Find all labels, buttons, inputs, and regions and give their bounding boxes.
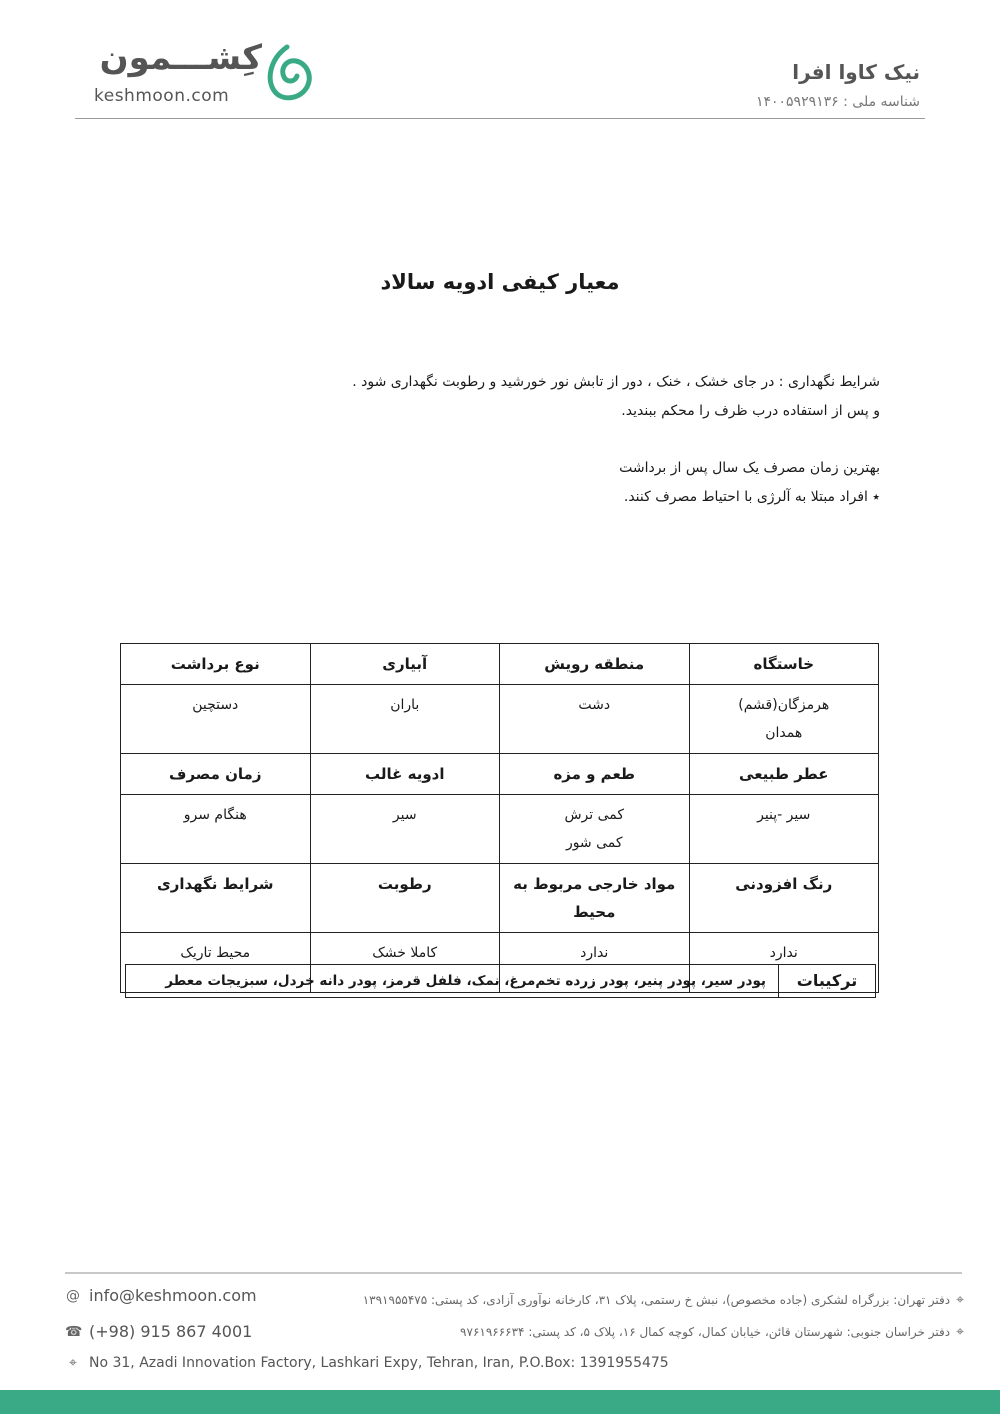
address-en-text: No 31, Azadi Innovation Factory, Lashkari Expy, Tehran, Iran, P.O.Box: 1391955475 (89, 1355, 669, 1371)
cell-line: ندارد (580, 945, 609, 961)
email-text: info@keshmoon.com (89, 1286, 257, 1305)
cell-line: ندارد (769, 945, 798, 961)
table-header-cell: عطر طبیعی (689, 754, 879, 795)
table-header-row (121, 864, 879, 933)
table-header-cell: زمان مصرف (121, 754, 311, 795)
table-header-cell: طعم و مزه (500, 754, 690, 795)
table-cell (121, 795, 311, 864)
ingredients-row (125, 964, 876, 998)
cell-line: هنگام سرو (183, 807, 247, 823)
note-line: و پس از استفاده درب ظرف را محکم ببندید. (621, 403, 880, 419)
table-cell (689, 795, 879, 864)
document-title: معیار کیفی ادویه سالاد (380, 270, 620, 294)
leaf-logo-icon (262, 43, 312, 103)
location-pin-icon: ⌖ (69, 1355, 77, 1371)
table-row (121, 795, 879, 864)
location-pin-icon: ⌖ (956, 1324, 964, 1340)
footer-address-en (65, 1355, 669, 1371)
ingredients-value: پودر سیر، پودر پنیر، پودر زرده تخم‌مرغ، نمک، فلفل قرمز، پودر دانه خردل، سبزیجات معطر (165, 973, 766, 989)
footer-divider (65, 1272, 962, 1274)
footer-office-tehran (363, 1292, 964, 1308)
table-header-cell: خاستگاه (689, 644, 879, 685)
table-header-cell: نوع برداشت (121, 644, 311, 685)
table-header-cell: رطوبت (310, 864, 500, 933)
logo-persian-text: کِشـــمون (99, 38, 262, 78)
company-block (756, 60, 920, 110)
phone-icon: ☎ (65, 1323, 83, 1340)
storage-notes (280, 368, 880, 512)
cell-line: سیر -پنیر (757, 807, 811, 823)
quality-spec-table (120, 643, 879, 993)
footer-phone[interactable] (65, 1322, 252, 1341)
note-line: ٭ افراد مبتلا به آلرژی با احتیاط مصرف کنند. (623, 489, 880, 505)
cell-line: باران (390, 697, 420, 713)
ingredients-label: ترکیبات (778, 965, 875, 997)
table-header-row (121, 754, 879, 795)
table-header-cell: رنگ افزودنی (689, 864, 879, 933)
table-cell (310, 795, 500, 864)
cell-line: هرمزگان(قشم) (738, 697, 830, 713)
table-header-row (121, 644, 879, 685)
cell-line: محیط تاریک (180, 945, 251, 961)
footer-office-khorasan (460, 1324, 964, 1340)
email-icon: @ (66, 1287, 80, 1304)
national-id: شناسه ملی : ۱۴۰۰۵۹۲۹۱۳۶ (755, 94, 920, 110)
table-header-cell: ادویه غالب (310, 754, 500, 795)
note-line: شرایط نگهداری : در جای خشک ، خنک ، دور از تابش نور خورشید و رطوبت نگهداری شود . (352, 374, 880, 390)
cell-line: همدان (765, 725, 803, 741)
table-cell (121, 685, 311, 754)
cell-line: سیر (392, 807, 417, 823)
cell-line: دشت (578, 697, 611, 713)
cell-line: کاملا خشک (372, 945, 438, 961)
logo-domain-text: keshmoon.com (94, 86, 230, 106)
table-header-cell: شرایط نگهداری (121, 864, 311, 933)
table-row (121, 685, 879, 754)
table-cell (310, 685, 500, 754)
location-pin-icon: ⌖ (956, 1292, 964, 1308)
table-header-cell: منطقه رویش (500, 644, 690, 685)
cell-line: دستچین (192, 697, 239, 713)
table-header-cell: مواد خارجی مربوط به محیط (500, 864, 690, 933)
company-name: نیک کاوا افرا (792, 60, 920, 84)
table-cell (500, 795, 690, 864)
office-khorasan-text: دفتر خراسان جنوبی: شهرستان قائن، خیابان کمال، کوچه کمال ۱۶، پلاک ۵، کد پستی: ۹۷۶۱۹۶۶۶۳۴ (460, 1325, 951, 1339)
cell-line: کمی شور (565, 835, 623, 851)
phone-text: (+98) 915 867 4001 (89, 1322, 253, 1341)
cell-line: کمی ترش (564, 807, 625, 823)
keshmoon-logo (92, 38, 312, 108)
footer-brand-bar (0, 1390, 1000, 1414)
footer-email[interactable] (65, 1286, 257, 1305)
office-tehran-text: دفتر تهران: بزرگراه لشکری (جاده مخصوص)، نبش خ رستمی، پلاک ۳۱، کارخانه نوآوری آزادی، کد پستی: ۱۳۹۱۹۵۵۴۷۵ (362, 1293, 951, 1307)
note-line: بهترین زمان مصرف یک سال پس از برداشت (619, 460, 880, 476)
table-cell (689, 685, 879, 754)
table-cell (500, 685, 690, 754)
table-header-cell: آبیاری (310, 644, 500, 685)
header-divider (75, 118, 925, 119)
